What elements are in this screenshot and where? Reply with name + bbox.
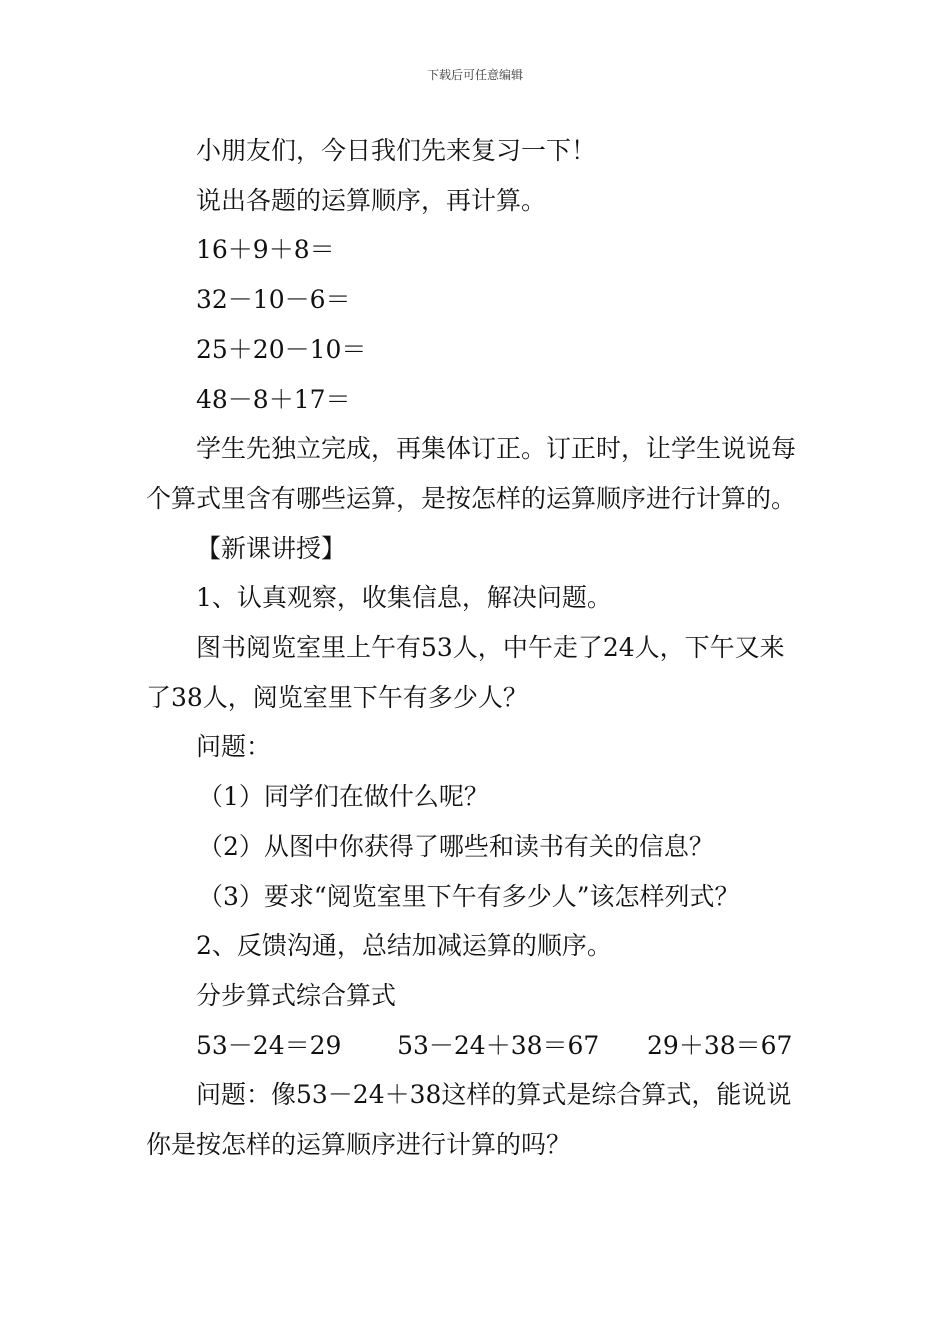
question-1: （1）同学们在做什么呢？ — [198, 782, 489, 812]
equations-line — [146, 1021, 808, 1071]
exercise-4: 48－8＋17＝ — [196, 384, 351, 414]
document-body — [146, 126, 808, 1170]
question-3: （3）要求“阅览室里下午有多少人”该怎样列式？ — [198, 881, 740, 911]
questions-label: 问题： — [196, 732, 272, 762]
page-header: 下载后可任意编辑 — [426, 68, 523, 82]
paragraph-instruction: 说出各题的运算顺序，再计算。 — [196, 185, 547, 215]
question-2: （2）从图中你获得了哪些和读书有关的信息？ — [198, 831, 714, 861]
equation-combined: 53－24＋38＝67 — [397, 1030, 600, 1060]
step-1-heading: 1、认真观察，收集信息，解决问题。 — [196, 583, 612, 613]
exercise-1: 16＋9＋8＝ — [196, 235, 335, 265]
exercise-2: 32－10－6＝ — [196, 285, 351, 315]
section-heading: 【新课讲授】 — [196, 533, 347, 563]
question-combined: 问题：像53－24＋38这样的算式是综合算式，能说说你是按怎样的运算顺序进行计算的吗？ — [146, 1080, 792, 1160]
paragraph-correction: 学生先独立完成，再集体订正。订正时，让学生说说每个算式里含有哪些运算，是按怎样的运算顺序进行计算的。 — [146, 434, 797, 513]
equation-step: 53－24＝29 — [196, 1030, 342, 1060]
paragraph-greeting: 小朋友们，今日我们先来复习一下！ — [196, 136, 597, 165]
exercise-3: 25＋20－10＝ — [196, 334, 367, 364]
word-problem: 图书阅览室里上午有53人，中午走了24人，下午又来了38人，阅览室里下午有多少人？ — [146, 633, 785, 712]
equation-types-label: 分步算式综合算式 — [196, 980, 397, 1010]
equation-step-2: 29＋38＝67 — [647, 1030, 793, 1060]
step-2-heading: 2、反馈沟通，总结加减运算的顺序。 — [196, 931, 612, 961]
